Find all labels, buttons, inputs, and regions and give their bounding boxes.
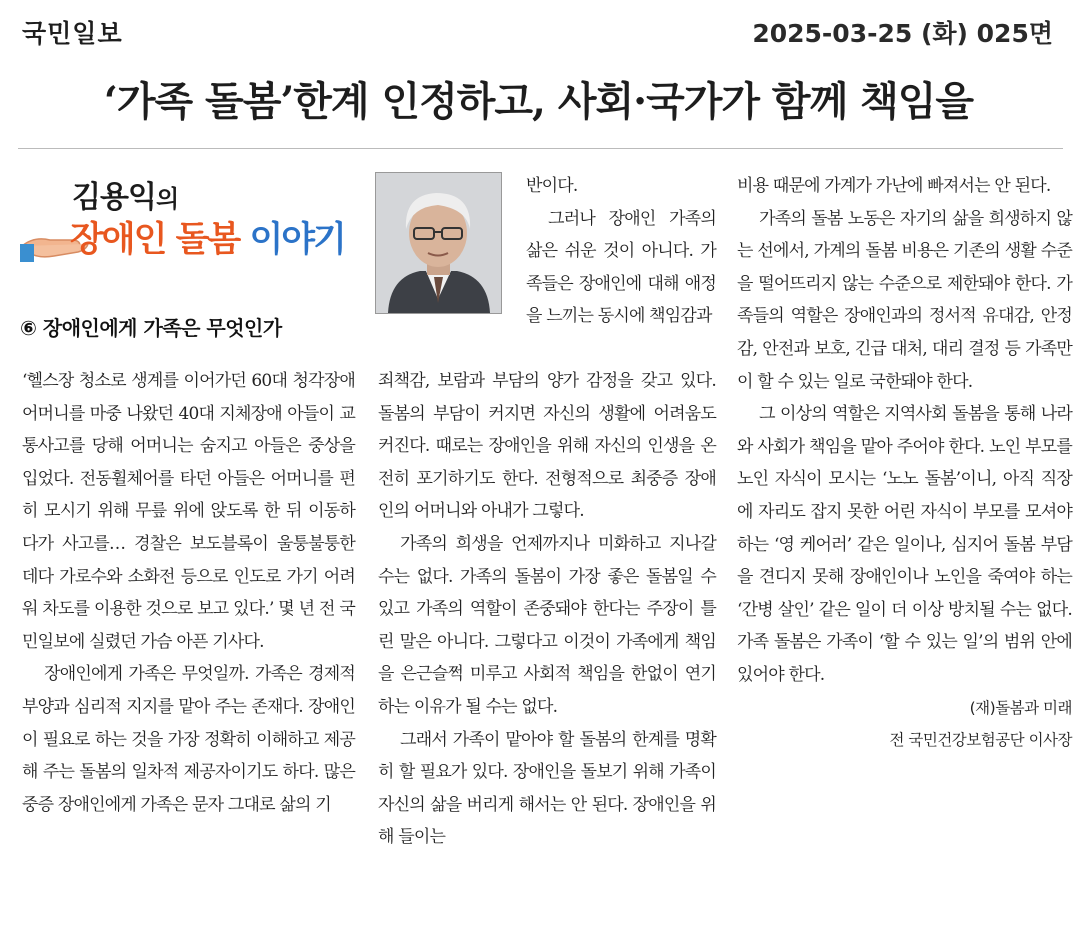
article-subhead: ⑥ 장애인에게 가족은 무엇인가	[20, 316, 282, 340]
series-title-main: 장애인 돌봄	[70, 220, 240, 260]
article-column-1	[22, 365, 355, 821]
series-title	[70, 212, 345, 262]
signature-org: (재)돌봄과 미래	[969, 698, 1072, 717]
article-column-3	[737, 170, 1072, 757]
paragraph: ‘헬스장 청소로 생계를 이어가던 60대 청각장애 어머니를 마중 나왔던 40대 지체장애 아들이 교통사고를 당해 어머니는 숨지고 아들은 중상을 입었다. 전동휠체어를 타던 아들은 어머니를 편히 모시기 위해 무릎 위에 앉도록 한 뒤 이동하다가 사고를… 경찰은 보도블록이 울퉁불퉁한 데다 가로수와 소화전 등으로 인도로 가기 어려워 차도를 이용한 것으로 보고 있다.’ 몇 년 전 국민일보에 실렸던 가슴 아픈 기사다.	[22, 371, 355, 652]
paragraph: 죄책감, 보람과 부담의 양가 감정을 갖고 있다. 돌봄의 부담이 커지면 자신의 생활에 어려움도 커진다. 때로는 장애인을 위해 자신의 인생을 온전히 포기하기도 한다. 전형적으로 최중증 장애인의 어머니와 아내가 그렇다.	[378, 371, 716, 522]
paragraph: 반이다.	[526, 176, 578, 196]
paragraph: 장애인에게 가족은 무엇일까. 가족은 경제적 부양과 심리적 지지를 맡아 주는 존재다. 장애인이 필요로 하는 것을 가장 정확히 이해하고 제공해 주는 돌봄의 일차적 제공자이기도 하다. 많은 중증 장애인에게 가족은 문자 그대로 삶의 기	[22, 664, 355, 815]
author-portrait	[376, 173, 501, 313]
series-logo	[20, 170, 365, 280]
headline: ‘가족 돌봄’한계 인정하고, 사회·국가가 함께 책임을	[103, 78, 974, 125]
series-author	[72, 172, 178, 216]
article-column-2-bottom	[378, 365, 716, 854]
signature-title: 전 국민건강보험공단 이사장	[889, 731, 1072, 750]
paragraph: 그 이상의 역할은 지역사회 돌봄을 통해 나라와 사회가 책임을 맡아 주어야 한다. 노인 부모를 노인 자식이 모시는 ‘노노 돌봄’이니, 아직 직장에 자리도 잡지 못한 어린 자식이 부모를 모셔야 하는 ‘영 케어러’ 같은 일이나, 심지어 돌봄 부담을 견디지 못해 장애인이나 노인을 죽여야 하는 ‘간병 살인’ 같은 일이 더 이상 방치될 수는 없다. 가족 돌봄은 가족이 ‘할 수 있는 일’의 범위 안에 있어야 한다.	[737, 404, 1072, 685]
series-author-name: 김용익	[72, 180, 156, 215]
issue-date: 2025-03-25 (화) 025면	[752, 19, 1053, 48]
paragraph: 그러나 장애인 가족의 삶은 쉬운 것이 아니다. 가족들은 장애인에 대해 애정을 느끼는 동시에 책임감과	[526, 208, 716, 327]
paragraph: 그래서 가족이 맡아야 할 돌봄의 한계를 명확히 할 필요가 있다. 장애인을 돌보기 위해 가족이 자신의 삶을 버리게 해서는 안 된다. 장애인을 위해 들이는	[378, 729, 716, 848]
paragraph: 가족의 돌봄 노동은 자기의 삶을 희생하지 않는 선에서, 가계의 돌봄 비용은 기존의 생활 수준을 떨어뜨리지 않는 수준으로 제한돼야 한다. 가족들의 역할은 장애인과의 정서적 유대감, 안정감, 안전과 보호, 긴급 대처, 대리 결정 등 가족만이 할 수 있는 일로 국한돼야 한다.	[737, 208, 1072, 392]
paragraph: 비용 때문에 가계가 가난에 빠져서는 안 된다.	[737, 176, 1051, 196]
masthead: 국민일보	[22, 19, 123, 48]
article-column-2-top	[526, 170, 716, 333]
paragraph: 가족의 희생을 언제까지나 미화하고 지나갈 수는 없다. 가족의 돌봄이 가장 좋은 돌봄일 수 있고 가족의 역할이 존중돼야 한다는 주장이 틀린 말은 아니다. 그렇다고 이것이 가족에게 책임을 은근슬쩍 미루고 사회적 책임을 한없이 연기하는 이유가 될 수는 없다.	[378, 533, 716, 717]
series-author-suffix: 의	[155, 185, 179, 213]
series-title-sub: 이야기	[249, 220, 345, 260]
author-photo	[375, 172, 502, 314]
headline-divider	[18, 148, 1063, 149]
